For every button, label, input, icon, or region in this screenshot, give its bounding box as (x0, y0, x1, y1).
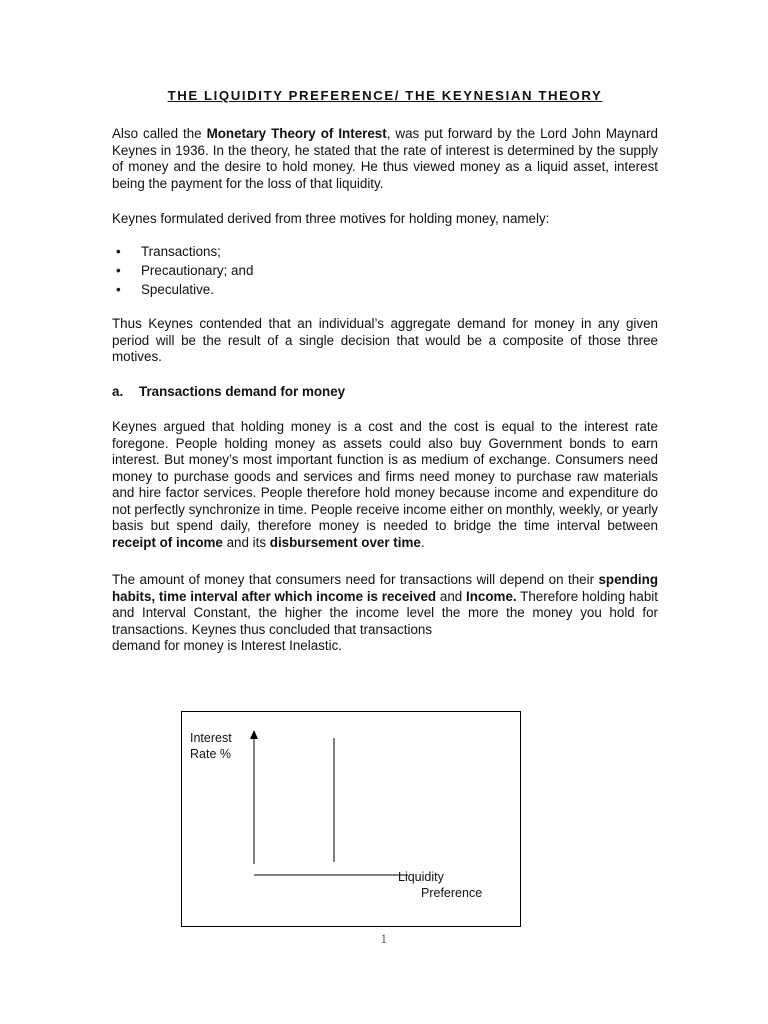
page-title: THE LIQUIDITY PREFERENCE/ THE KEYNESIAN THEORY (167, 88, 603, 103)
motives-intro: Keynes formulated derived from three motives for holding money, namely: (112, 211, 550, 226)
list-item (112, 261, 253, 280)
bullet-icon: • (116, 244, 121, 259)
motives-list (112, 242, 253, 299)
list-item (112, 242, 253, 261)
bullet-icon: • (116, 282, 121, 297)
amount-bold-2: Income. (466, 588, 517, 604)
section-label: a. (112, 384, 124, 399)
intro-bold-term: Monetary Theory of Interest (206, 126, 387, 141)
amount-last-line: demand for money is Interest Inelastic. (112, 638, 342, 653)
amount-mid: and (436, 588, 467, 604)
list-item-text: Precautionary; and (141, 263, 254, 278)
y-axis-arrow-icon (250, 730, 258, 739)
x-axis-label (398, 869, 482, 901)
amount-text: The amount of money that consumers need for transactions will depend on their (112, 572, 599, 587)
section-title: Transactions demand for money (139, 384, 346, 399)
list-item (112, 280, 253, 299)
section-heading (112, 384, 345, 401)
y-axis-label (190, 730, 232, 762)
amount-bold-1: spending habits, time interval after which income is received (112, 572, 658, 604)
transactions-end: . (420, 534, 425, 550)
bullet-icon: • (116, 263, 121, 278)
transactions-paragraph (112, 419, 658, 551)
intro-paragraph (112, 126, 658, 192)
amount-rest: Therefore holding habit and Interval Constant, the higher the income level the more the money you hold for transactions. Keynes thus concluded that transactions (112, 588, 658, 637)
list-item-text: Transactions; (141, 244, 221, 259)
y-axis-label-line1: Interest (190, 731, 232, 745)
x-axis-label-line2: Preference (421, 886, 483, 900)
page-number: 1 (380, 933, 388, 946)
intro-text-start: Also called the (112, 126, 207, 141)
transactions-bold-2: disbursement over time (269, 534, 421, 550)
thus-paragraph: Thus Keynes contended that an individual’s aggregate demand for money in any given period will be the result of a single decision that would be a composite of those three motives. (112, 316, 658, 364)
amount-paragraph (112, 572, 658, 655)
transactions-mid: and its (222, 534, 270, 550)
x-axis-label-line1: Liquidity (398, 870, 444, 884)
list-item-text: Speculative. (141, 282, 214, 297)
liquidity-preference-diagram (181, 711, 521, 927)
transactions-text: Keynes argued that holding money is a cost and the cost is equal to the interest rate foregone. People holding money as assets could also buy Government bonds to earn interest. But money’s most important function is as medium of exchange. Consumers need money to purchase goods and services and firms need money to purchase raw materials and hire factor services. People therefore hold money because income and expenditure do not perfectly synchronize in time. People receive income either on monthly, weekly, or yearly basis but spend daily, therefore money is needed to bridge the time interval between (112, 419, 658, 533)
transactions-bold-1: receipt of income (112, 534, 223, 550)
intro-text-rest: , was put forward by the Lord John Maynard Keynes in 1936. In the theory, he stated that the rate of interest is determined by the supply of money and the desire to hold money. He thus viewed money as a liquid asset, interest being the payment for the loss of that liquidity. (112, 126, 659, 191)
y-axis-label-line2: Rate % (190, 747, 231, 761)
